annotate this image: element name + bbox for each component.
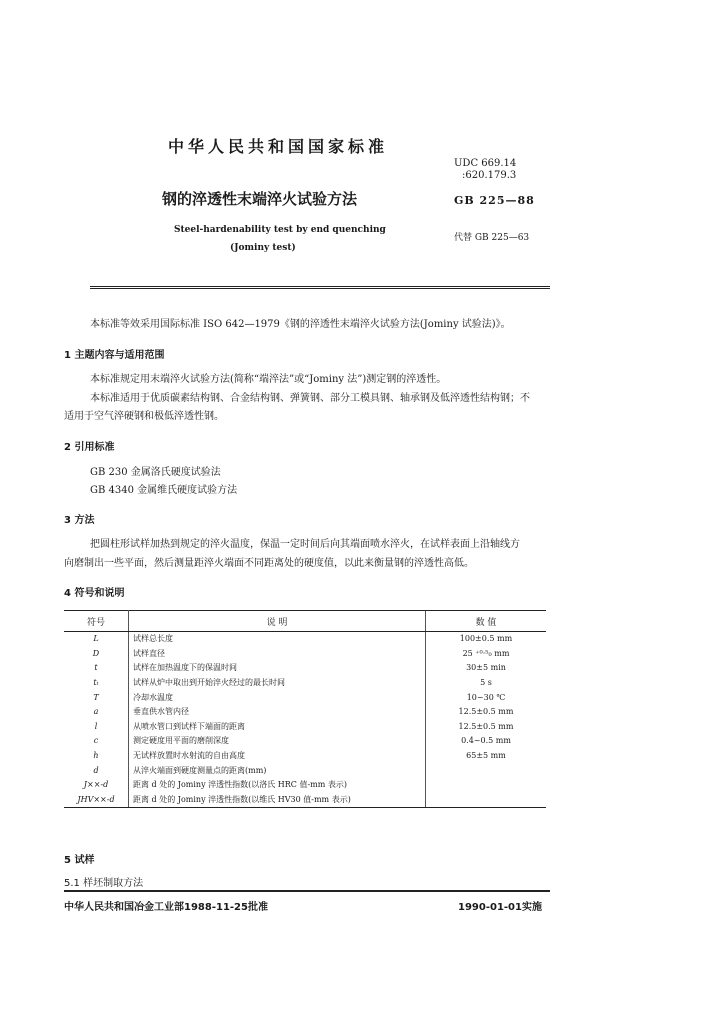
- symbol-cell: c: [64, 734, 129, 749]
- value-cell: [426, 778, 547, 793]
- table-row: [64, 661, 546, 676]
- table-row: [64, 690, 546, 705]
- description-cell: 冷却水温度: [133, 692, 173, 702]
- section-3-paragraph-b: 向磨制出一些平面，然后测量距淬火端面不同距离处的硬度值，以此来衡量钢的淬透性高低。: [64, 558, 474, 569]
- value-cell: 12.5±0.5 mm: [426, 705, 547, 720]
- value-cell: [426, 793, 547, 808]
- symbol-cell: l: [64, 720, 129, 735]
- description-cell: 试样总长度: [133, 634, 173, 644]
- section-3-heading: 3 方法: [64, 515, 95, 526]
- section-3-paragraph-a: 把圆柱形试样加热到规定的淬火温度，保温一定时间后向其端面喷水淬火，在试样表面上沿轴线方: [90, 539, 520, 550]
- footer-divider: [64, 890, 550, 892]
- section-1-heading: 1 主题内容与适用范围: [64, 350, 165, 361]
- section-2-heading: 2 引用标准: [64, 442, 115, 453]
- reference-gb230: GB 230 金属洛氏硬度试验法: [90, 467, 221, 478]
- replaces-standard: 代替 GB 225—63: [454, 233, 530, 243]
- symbol-cell: T: [64, 690, 129, 705]
- table-row: [64, 763, 546, 778]
- description-cell: 无试样放置时水射流的自由高度: [133, 751, 245, 761]
- description-cell: 试样从炉中取出到开始淬火经过的最长时间: [133, 678, 285, 688]
- symbol-cell: L: [64, 632, 129, 647]
- symbol-cell: h: [64, 749, 129, 764]
- table-row: [64, 749, 546, 764]
- value-cell: 65±5 mm: [426, 749, 547, 764]
- table-row: [64, 647, 546, 662]
- table-row: [64, 705, 546, 720]
- column-header-symbol: 符号: [64, 611, 129, 632]
- table-row: [64, 632, 546, 647]
- table-row: [64, 734, 546, 749]
- symbol-cell: a: [64, 705, 129, 720]
- reference-gb4340: GB 4340 金属维氏硬度试验方法: [90, 485, 238, 496]
- description-cell: 距离 d 处的 Jominy 淬透性指数(以维氏 HV30 值-mm 表示): [129, 793, 426, 808]
- section-1-paragraph-2a: 本标准适用于优质碳素结构钢、合金结构钢、弹簧钢、部分工模具钢、轴承钢及低淬透性结构钢；不: [90, 393, 530, 404]
- symbols-table: [64, 610, 546, 808]
- table-row: [64, 720, 546, 735]
- value-cell: [426, 763, 547, 778]
- value-cell: 0.4~0.5 mm: [426, 734, 547, 749]
- intro-paragraph: 本标准等效采用国际标准 ISO 642—1979《钢的淬透性末端淬火试验方法(Jominy 试验法)》。: [90, 319, 511, 330]
- symbol-cell: d: [64, 763, 129, 778]
- udc-code-line1: UDC 669.14: [454, 158, 517, 169]
- table-row: [64, 793, 546, 808]
- value-cell: 12.5±0.5 mm: [426, 720, 547, 735]
- column-header-value: 数 值: [426, 611, 547, 632]
- symbol-cell: J××-d: [64, 778, 129, 793]
- description-cell: 试样直径: [133, 648, 165, 658]
- description-cell: 从喷水管口到试样下端面的距离: [133, 721, 245, 731]
- section-5-1-heading: 5.1 样坯制取方法: [64, 878, 144, 889]
- value-cell: 5 s: [426, 676, 547, 691]
- national-standard-title: 中华人民共和国国家标准: [168, 137, 389, 156]
- section-1-paragraph-1: 本标准规定用末端淬火试验方法(简称“端淬法”或“Jominy 法”)测定钢的淬透性。: [90, 374, 447, 385]
- description-cell: 距离 d 处的 Jominy 淬透性指数(以洛氏 HRC 值-mm 表示): [133, 780, 347, 790]
- symbol-cell: tₜ: [64, 676, 129, 691]
- description-cell: 从淬火端面到硬度测量点的距离(mm): [133, 765, 267, 775]
- approval-issuer: 中华人民共和国冶金工业部1988-11-25批准: [64, 902, 268, 913]
- gb-number: GB 225—88: [454, 194, 535, 207]
- symbol-cell: t: [64, 661, 129, 676]
- description-cell: 垂直供水管内径: [133, 707, 189, 717]
- document-title-cn: 钢的淬透性末端淬火试验方法: [162, 190, 358, 208]
- column-header-description: 说 明: [129, 611, 426, 632]
- section-5-heading: 5 试样: [64, 855, 95, 866]
- section-4-heading: 4 符号和说明: [64, 588, 125, 599]
- udc-code-line2: :620.179.3: [462, 170, 517, 181]
- value-cell: 100±0.5 mm: [426, 632, 547, 647]
- table-header-row: [64, 611, 546, 632]
- symbol-cell: D: [64, 647, 129, 662]
- symbol-cell: JHV××-d: [64, 793, 129, 808]
- implementation-date: 1990-01-01实施: [458, 902, 542, 913]
- section-1-paragraph-2b: 适用于空气淬硬钢和极低淬透性钢。: [64, 411, 224, 422]
- document-title-en: Steel-hardenability test by end quenching: [174, 225, 386, 235]
- value-cell: 30±5 min: [426, 661, 547, 676]
- value-cell: 10~30 ℃: [426, 690, 547, 705]
- description-cell: 测定硬度用平面的磨削深度: [133, 736, 229, 746]
- table-row: [64, 676, 546, 691]
- table-row: [64, 778, 546, 793]
- document-subtitle-en: (Jominy test): [230, 243, 296, 253]
- header-divider: [90, 286, 550, 289]
- description-cell: 试样在加热温度下的保温时间: [133, 663, 237, 673]
- value-cell: 25 ⁺⁰·⁵₀ mm: [426, 647, 547, 662]
